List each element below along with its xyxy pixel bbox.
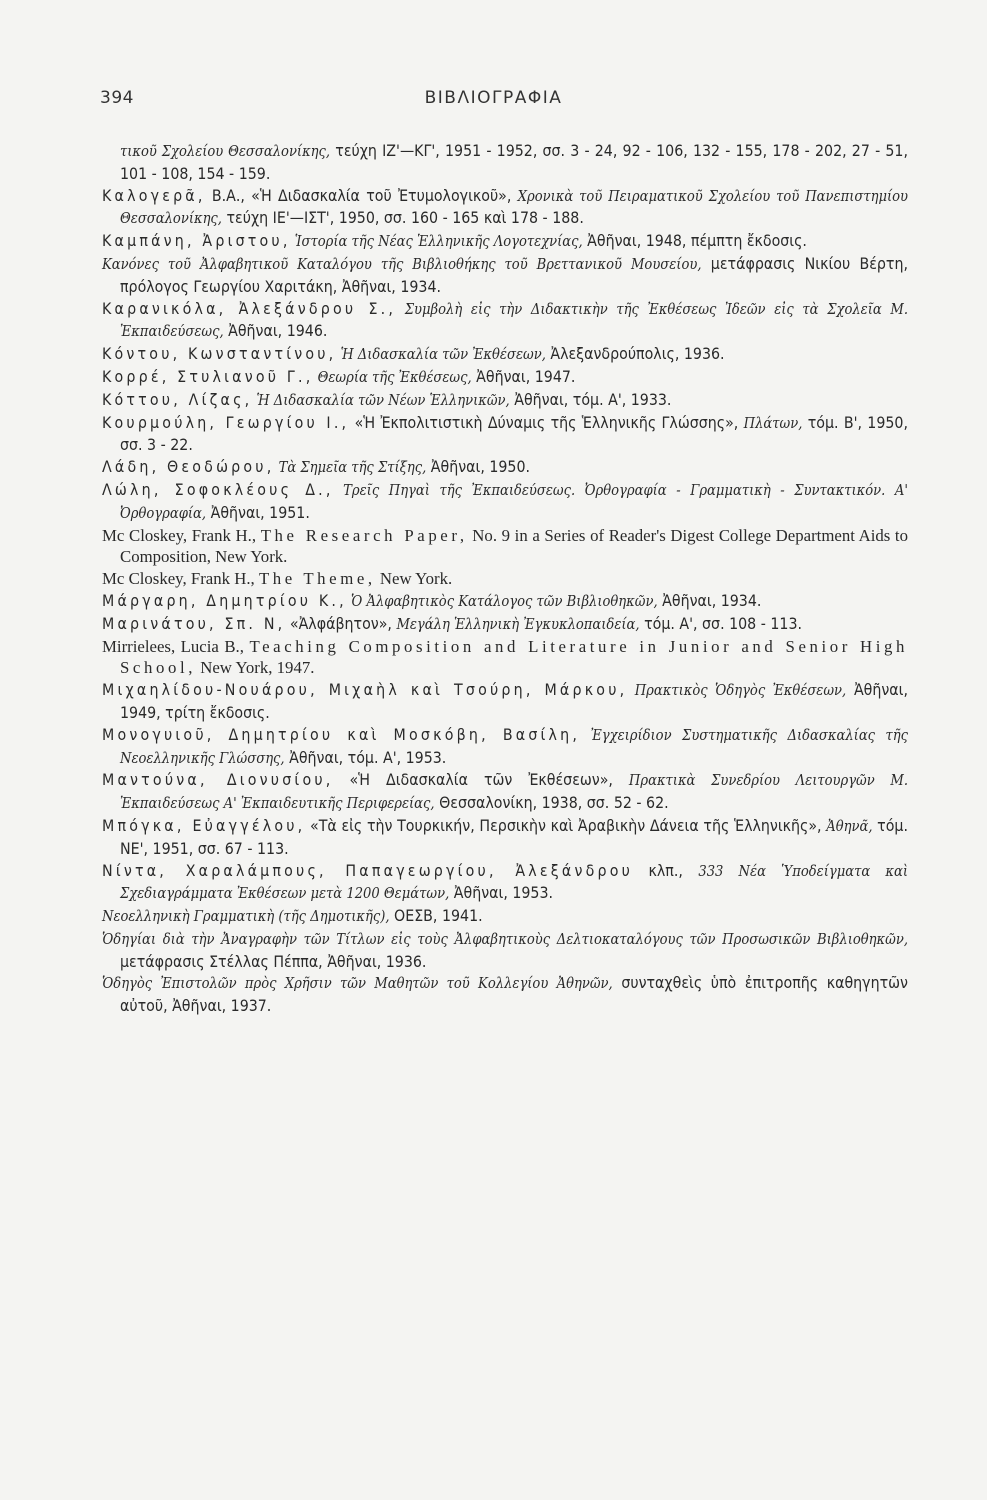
bibliography-entry: Μπόγκα, Εὐαγγέλου, «Τὰ εἰς τὴν Τουρκικήν, Περσικὴν καὶ Ἀραβικὴν Δάνεια τῆς Ἑλληνικῆς», Ἀθηνᾶ, τόμ. ΝΕ', 1951, σσ. 67 - 113. — [102, 815, 908, 858]
bibliography-entry: Κορρέ, Στυλιανοῦ Γ., Θεωρία τῆς Ἐκθέσεως, Ἀθῆναι, 1947. — [102, 366, 576, 386]
page-number: 394 — [100, 88, 134, 108]
bibliography-entry: Καμπάνη, Ἀριστου, Ἱστορία τῆς Νέας Ἑλληνικῆς Λογοτεχνίας, Ἀθῆναι, 1948, πέμπτη ἔκδοσις. — [102, 231, 807, 251]
bibliography-entry: Λώλη, Σοφοκλέους Δ., Τρεῖς Πηγαὶ τῆς Ἐκπαιδεύσεως. Ὀρθογραφία - Γραμματικὴ - Συντακτικόν. Α' Ὀρθογραφία, Ἀθῆναι, 1951. — [102, 479, 908, 522]
bibliography-entry: Ὁδηγὸς Ἐπιστολῶν πρὸς Χρῆσιν τῶν Μαθητῶν τοῦ Κολλεγίου Ἀθηνῶν, συνταχθεὶς ὑπὸ ἐπιτροπῆς καθηγητῶν αὐτοῦ, Ἀθῆναι, 1937. — [102, 973, 908, 1016]
bibliography-entry: Καλογερᾶ, Β.Α., «Ἡ Διδασκαλία τοῦ Ἐτυμολογικοῦ», Χρονικὰ τοῦ Πειραματικοῦ Σχολείου τοῦ Πανεπιστημίου Θεσσαλονίκης, τεύχη ΙΕ'—ΙΣΤ', 1950, σσ. 160 - 165 καὶ 178 - 188. — [102, 185, 909, 228]
bibliography-entry: Μαρινάτου, Σπ. Ν, «Ἀλφάβητον», Μεγάλη Ἑλληνικὴ Ἐγκυκλοπαιδεία, τόμ. Α', σσ. 108 - 113. — [102, 613, 802, 633]
bibliography-entry: τικοῦ Σχολείου Θεσσαλονίκης, τεύχη ΙΖ'—ΚΓ', 1951 - 1952, σσ. 3 - 24, 92 - 106, 132 - 155, 178 - 202, 27 - 51, 101 - 108, 154 - 159. — [120, 141, 908, 183]
bibliography-entry: Μαντούνα, Διονυσίου, «Ἡ Διδασκαλία τῶν Ἐκθέσεων», Πρακτικὰ Συνεδρίου Λειτουργῶν Μ. Ἐκπαιδεύσεως Α' Ἐκπαιδευτικῆς Περιφερείας, Θεσσαλονίκη, 1938, σσ. 52 - 62. — [102, 770, 908, 813]
bibliography-entry: Κουρμούλη, Γεωργίου Ι., «Ἡ Ἐκπολιτιστικὴ Δύναμις τῆς Ἑλληνικῆς Γλώσσης», Πλάτων, τόμ. Β', 1950, σσ. 3 - 22. — [102, 412, 908, 455]
bibliography-entry: Λάδη, Θεοδώρου, Τὰ Σημεῖα τῆς Στίξης, Ἀθῆναι, 1950. — [102, 457, 531, 477]
bibliography-entry: Mirrielees, Lucia B., Teaching Composition and Literature in Junior and Senior High School, New York, 1947. — [102, 636, 908, 678]
bibliography-list — [102, 140, 908, 1017]
bibliography-entry: Μιχαηλίδου-Νουάρου, Μιχαὴλ καὶ Τσούρη, Μάρκου, Πρακτικὸς Ὁδηγὸς Ἐκθέσεων, Ἀθῆναι, 1949, τρίτη ἔκδοσις. — [102, 680, 908, 722]
bibliography-entry: Νεοελληνικὴ Γραμματικὴ (τῆς Δημοτικῆς), ΟΕΣΒ, 1941. — [102, 906, 483, 926]
bibliography-entry: Κόντου, Κωνσταντίνου, Ἡ Διδασκαλία τῶν Ἐκθέσεων, Ἀλεξανδρούπολις, 1936. — [102, 344, 725, 364]
bibliography-entry: Νίντα, Χαραλάμπους, Παπαγεωργίου, Ἀλεξάνδρου κλπ., 333 Νέα Ὑποδείγματα καὶ Σχεδιαγράμματα Ἐκθέσεων μετὰ 1200 Θεμάτων, Ἀθῆναι, 1953. — [102, 860, 908, 903]
bibliography-entry: Mc Closkey, Frank H., The Theme, New York. — [102, 569, 453, 589]
bibliography-entry: Μονογυιοῦ, Δημητρίου καὶ Μοσκόβη, Βασίλη, Ἐγχειρίδιον Συστηματικῆς Διδασκαλίας τῆς Νεοελληνικῆς Γλώσσης, Ἀθῆναι, τόμ. Α', 1953. — [102, 724, 909, 767]
page-header — [0, 88, 987, 116]
bibliography-entry: Κανόνες τοῦ Ἀλφαβητικοῦ Καταλόγου τῆς Βιβλιοθήκης τοῦ Βρεττανικοῦ Μουσείου, μετάφρασις Νικίου Βέρτη, πρόλογος Γεωργίου Χαριτάκη, Ἀθῆναι, 1934. — [102, 253, 908, 296]
running-title: ΒΙΒΛΙΟΓΡΑΦΙΑ — [424, 88, 563, 108]
bibliography-entry: Κόττου, Λίζας, Ἡ Διδασκαλία τῶν Νέων Ἑλληνικῶν, Ἀθῆναι, τόμ. Α', 1933. — [102, 389, 672, 409]
bibliography-entry: Καρανικόλα, Ἀλεξάνδρου Σ., Συμβολὴ εἰς τὴν Διδακτικὴν τῆς Ἐκθέσεως Ἰδεῶν εἰς τὰ Σχολεῖα Μ. Ἐκπαιδεύσεως, Ἀθῆναι, 1946. — [102, 298, 909, 341]
bibliography-entry: Μάργαρη, Δημητρίου Κ., Ὁ Ἀλφαβητικὸς Κατάλογος τῶν Βιβλιοθηκῶν, Ἀθῆναι, 1934. — [102, 590, 762, 610]
bibliography-entry: Ὁδηγίαι διὰ τὴν Ἀναγραφὴν τῶν Τίτλων εἰς τοὺς Ἀλφαβητικοὺς Δελτιοκαταλόγους τῶν Προσωσικῶν Βιβλιοθηκῶν, μετάφρασις Στέλλας Πέππα, Ἀθῆναι, 1936. — [102, 930, 908, 971]
bibliography-entry: Mc Closkey, Frank H., The Research Paper, No. 9 in a Series of Reader's Digest College Department Aids to Composition, New York. — [102, 525, 908, 567]
